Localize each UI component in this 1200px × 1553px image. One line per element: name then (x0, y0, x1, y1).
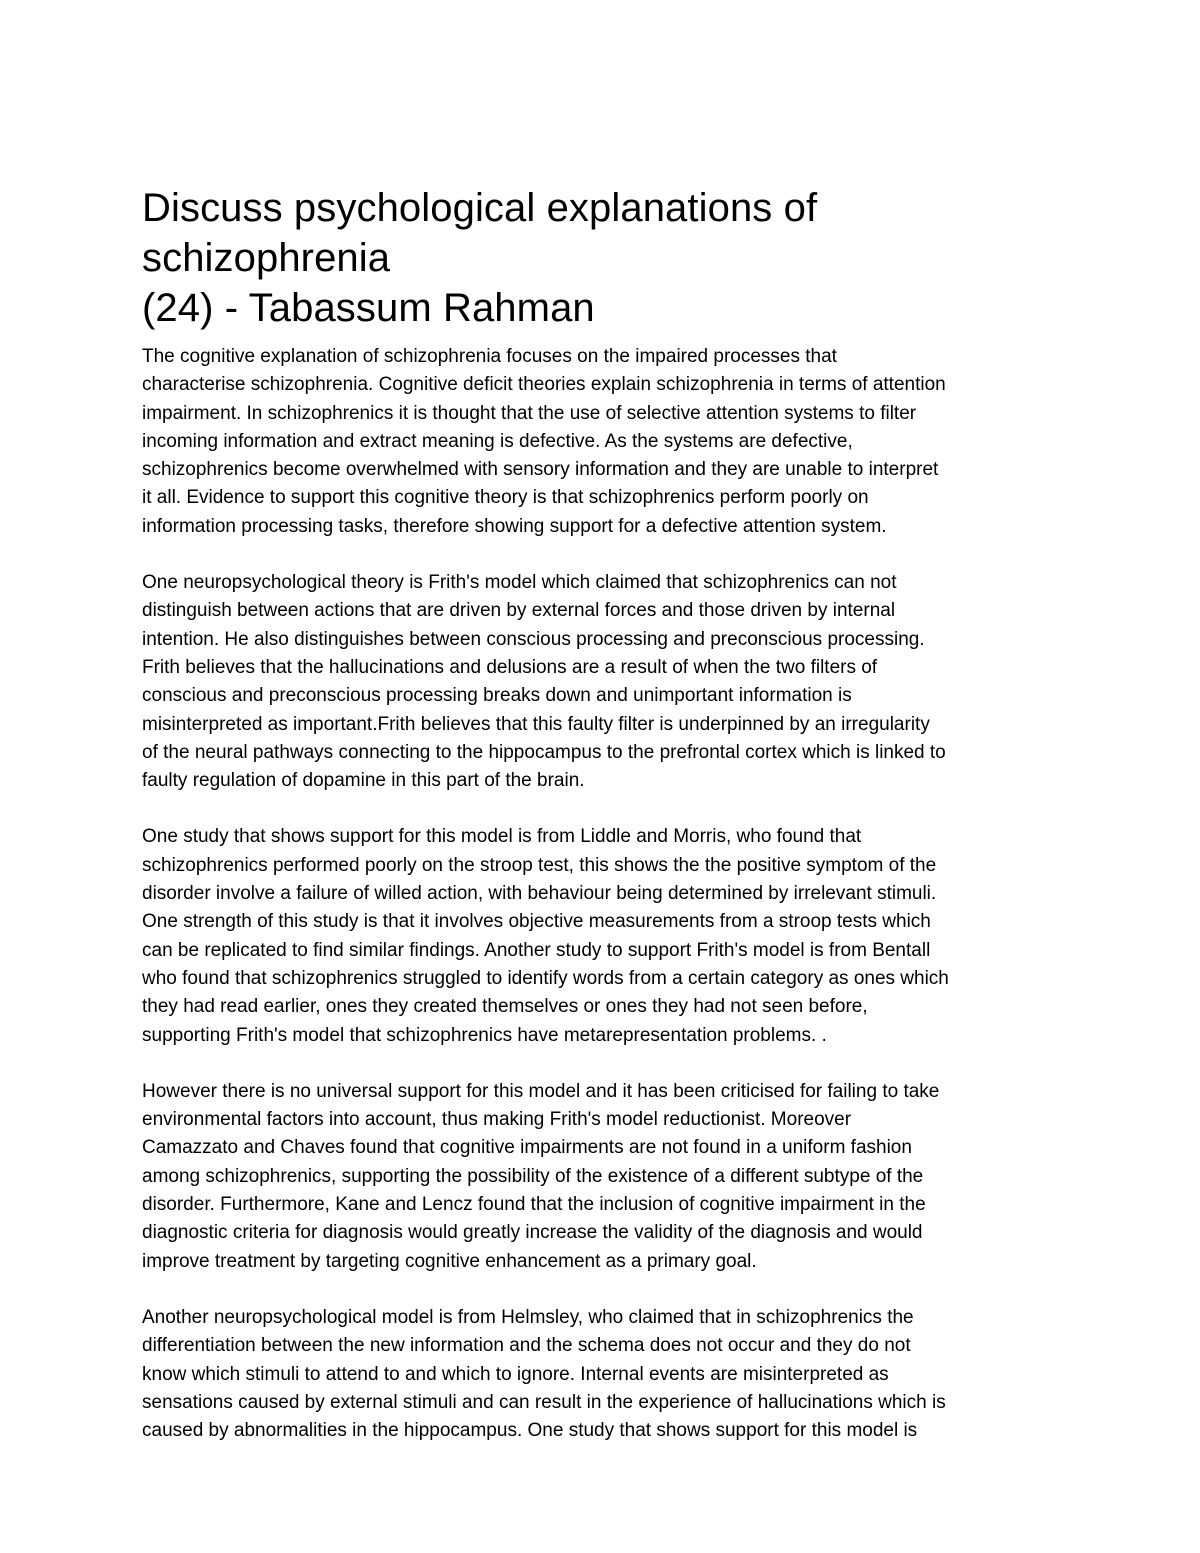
paragraph-supporting-studies: One study that shows support for this model is from Liddle and Morris, who found that schizophrenics performed poorly on the stroop test, this shows the the positive symptom of the disorder involve a failure of willed action, with behaviour being determined by irrelevant stimuli. One strength of this study is that it involves objective measurements from a stroop tests which can be replicated to find similar findings. Another study to support Frith's model is from Bentall who found that schizophrenics struggled to identify words from a certain category as ones which they had read earlier, ones they created themselves or ones they had not seen before, supporting Frith's model that schizophrenics have metarepresentation problems. . (142, 826, 949, 1046)
document-body (142, 183, 1072, 1445)
paragraph-criticism: However there is no universal support for this model and it has been criticised for failing to take environmental factors into account, thus making Frith's model reductionist. Moreover Camazzato and Chaves found that cognitive impairments are not found in a uniform fashion among schizophrenics, supporting the possibility of the existence of a different subtype of the disorder. Furthermore, Kane and Lencz found that the inclusion of cognitive impairment in the diagnostic criteria for diagnosis would greatly increase the validity of the diagnosis and would improve treatment by targeting cognitive enhancement as a primary goal. (142, 1080, 940, 1272)
paragraph-frith-model: One neuropsychological theory is Frith's model which claimed that schizophrenics can not distinguish between actions that are driven by external forces and those driven by internal intention. He also distinguishes between conscious processing and preconscious processing. Frith believes that the hallucinations and delusions are a result of when the two filters of conscious and preconscious processing breaks down and unimportant information is misinterpreted as important.Frith believes that this faulty filter is underpinned by an irregularity of the neural pathways connecting to the hippocampus to the prefrontal cortex which is linked to faulty regulation of dopamine in this part of the brain. (142, 572, 946, 792)
paragraph-cognitive-explanation: The cognitive explanation of schizophrenia focuses on the impaired processes that characterise schizophrenia. Cognitive deficit theories explain schizophrenia in terms of attention impairment. In schizophrenics it is thought that the use of selective attention systems to filter incoming information and extract meaning is defective. As the systems are defective, schizophrenics become overwhelmed with sensory information and they are unable to interpret it all. Evidence to support this cognitive theory is that schizophrenics perform poorly on information processing tasks, therefore showing support for a defective attention system. (142, 346, 946, 537)
document-title: Discuss psychological explanations of schizophrenia (24) - Tabassum Rahman (142, 186, 818, 330)
paragraph-helmsley-model: Another neuropsychological model is from Helmsley, who claimed that in schizophrenics the differentiation between the new information and the schema does not occur and they do not know which stimuli to attend to and which to ignore. Internal events are misinterpreted as sensations caused by external stimuli and can result in the experience of hallucinations which is caused by abnormalities in the hippocampus. One study that shows support for this model is (142, 1306, 946, 1442)
